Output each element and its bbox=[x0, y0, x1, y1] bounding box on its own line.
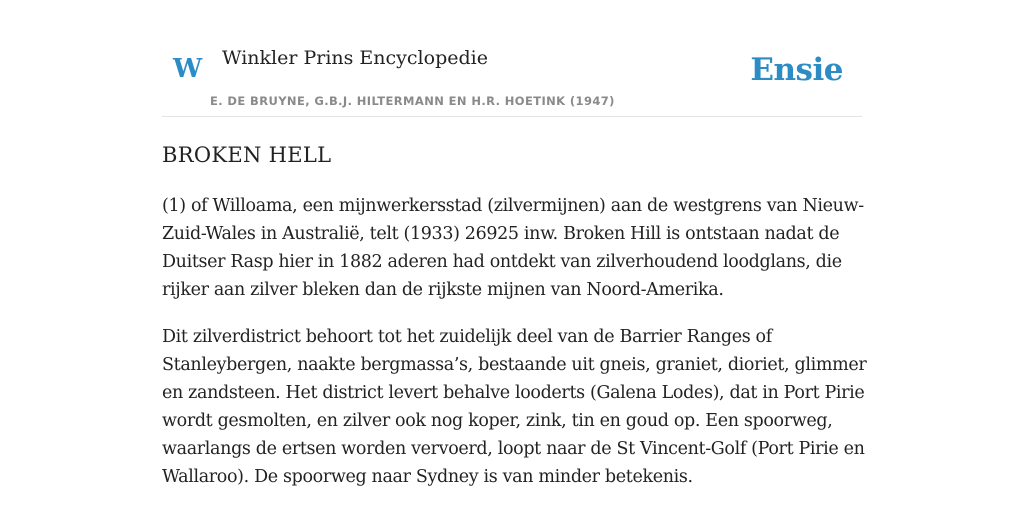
paragraph-line: rijker aan zilver bleken dan de rijkste mijnen van Noord-Amerika. bbox=[162, 280, 724, 300]
paragraph-line: waarlangs de ertsen worden vervoerd, loopt naar de St Vincent-Golf (Port Pirie en bbox=[162, 439, 865, 459]
paragraph-line: wordt gesmolten, en zilver ook nog koper, zink, tin en goud op. Een spoorweg, bbox=[162, 411, 833, 431]
entry-title: BROKEN HELL bbox=[162, 143, 332, 167]
paragraph-line: en zandsteen. Het district levert behalve looderts (Galena Lodes), dat in Port Pirie bbox=[162, 383, 865, 403]
paragraph-2 bbox=[162, 323, 867, 491]
winkler-prins-logo[interactable]: W bbox=[173, 54, 203, 84]
paragraph-line: Dit zilverdistrict behoort tot het zuidelijk deel van de Barrier Ranges of bbox=[162, 327, 772, 347]
source-title[interactable]: Winkler Prins Encyclopedie bbox=[222, 47, 488, 69]
paragraph-line: Wallaroo). De spoorweg naar Sydney is van minder betekenis. bbox=[162, 467, 693, 487]
paragraph-line: Stanleybergen, naakte bergmassa’s, bestaande uit gneis, graniet, dioriet, glimmer bbox=[162, 355, 867, 375]
paragraph-1 bbox=[162, 192, 862, 304]
paragraph-line: Zuid-Wales in Australië, telt (1933) 26925 inw. Broken Hill is ontstaan nadat de bbox=[162, 224, 840, 244]
page-header bbox=[162, 0, 862, 117]
paragraph-line: (1) of Willoama, een mijnwerkersstad (zilvermijnen) aan de westgrens van Nieuw- bbox=[162, 196, 864, 216]
ensie-logo[interactable]: Ensie bbox=[750, 52, 843, 88]
paragraph-line: Duitser Rasp hier in 1882 aderen had ontdekt van zilverhoudend loodglans, die bbox=[162, 252, 842, 272]
source-authors: E. DE BRUYNE, G.B.J. HILTERMANN EN H.R. HOETINK (1947) bbox=[210, 94, 615, 108]
entry-body bbox=[162, 192, 867, 510]
